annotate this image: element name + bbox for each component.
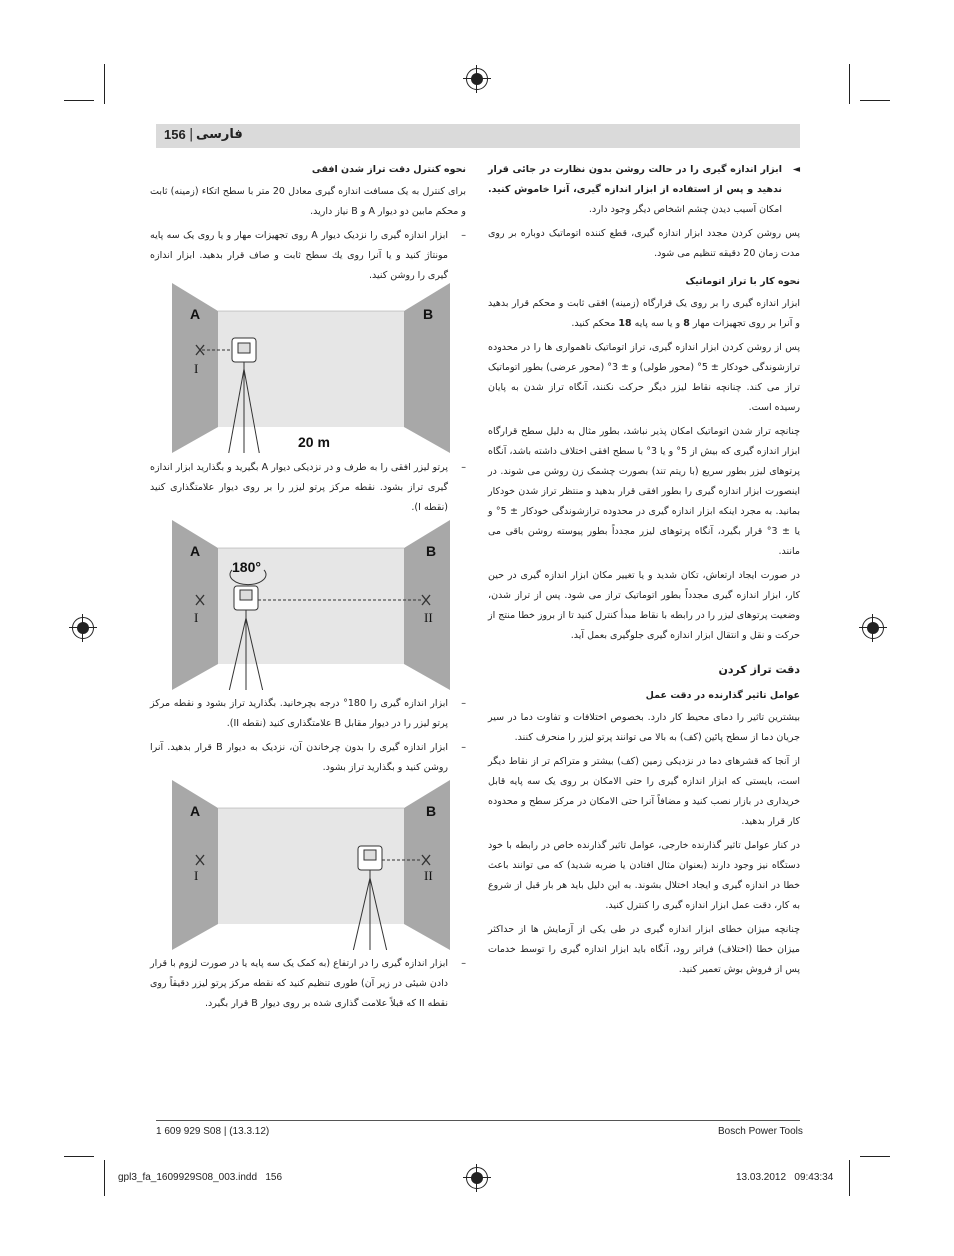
crop-mark bbox=[104, 1160, 105, 1196]
fig3-point-ii: II bbox=[424, 868, 433, 883]
fig2-wall-b: B bbox=[426, 543, 437, 559]
fig1-wall-a: A bbox=[190, 306, 201, 322]
fig1-distance: 20 m bbox=[298, 434, 330, 450]
footer-divider bbox=[156, 1120, 800, 1121]
brand-label: Bosch Power Tools bbox=[718, 1126, 803, 1137]
factors-paragraph-3: در کنار عوامل تاثیر گذارنده خارجی، عوامل تاثیر گذارنده خاص در رابطه با خود دستگاه نیز وجود دارند (بعنوان مثال افتادن یا ضربه شدید) که می توانند باعث خطا در اندازه گیری و ایجاد اختلال بشوند. به این دلیل باید هر بار قبل از شروع به کار، دقت عمل ابزار اندازه گیری را کنترل کنید. bbox=[488, 840, 800, 911]
print-date: 13.03.2012 09:43:34 bbox=[736, 1172, 834, 1183]
page-number: 156 bbox=[164, 127, 186, 142]
registration-mark-icon bbox=[862, 617, 884, 639]
warning-item bbox=[488, 160, 800, 220]
crop-mark bbox=[849, 64, 850, 104]
heading-auto-leveling: نحوه کار با تراز اتوماتیک bbox=[685, 276, 800, 287]
doc-number: 1 609 929 S08 | (13.3.12) bbox=[156, 1126, 270, 1137]
registration-mark-icon bbox=[466, 68, 488, 90]
heading-horizontal-check: نحوه کنترل دقت تراز شدن افقی bbox=[311, 164, 466, 175]
warning-bold: ابزار اندازه گیری را در حالت روشن بدون نظارت در جائی قرار ندهید و پس از استفاده از ابزار اندازه گیری، آنرا خاموش کنید. bbox=[488, 164, 782, 195]
auto-paragraph-3: چنانچه تراز شدن اتوماتیک امکان پذیر نباشد، بطور مثال به دلیل سطح قرارگاه ابزار اندازه گیری که بیش از 5° و یا 3° با سطح افقی اختلاف داشته باشد، آنگاه پرتوهای لیزر بطور سریع (با ریتم تند) بصورت چشمک زن روشن می شوند. در اینصورت ابزار اندازه گیری را بطور افقی قرار بدهید و منتظر تراز شدن خودکار بمانید. به مجرد اینکه ابزار اندازه گیری در محدوده ترازشوندگی خودکار ± 5° و یا ± 3° قرار بگیرد، آنگاه پرتوهای لیزر مجدداً بطور پیوسته روشن باقی می مانند. bbox=[488, 426, 800, 557]
step-4: – ابزار اندازه گیری را بدون چرخاندن آن، نزدیک به دیوار B قرار بدهید. آنرا روشن کنید و بگذارید تراز بشود. bbox=[150, 742, 466, 773]
heading-accuracy-factors: عوامل تاثیر گذارنده در دقت عمل bbox=[645, 690, 800, 701]
right-column bbox=[488, 160, 800, 984]
fig3-point-i: I bbox=[194, 868, 199, 883]
figure-3 bbox=[172, 780, 450, 950]
left-column-intro bbox=[150, 160, 466, 286]
registration-mark-icon bbox=[72, 617, 94, 639]
crop-mark bbox=[64, 100, 94, 101]
fig3-wall-b: B bbox=[426, 803, 437, 819]
figure-2 bbox=[172, 520, 450, 690]
language-title: فارسی bbox=[196, 127, 243, 142]
fig2-angle: 180° bbox=[232, 559, 261, 575]
left-column-step3-4 bbox=[150, 694, 466, 778]
check-intro: برای کنترل به یک مسافت اندازه گیری معادل 20 متر با سطح اتکاء (زمینه) ثابت و محکم مابین دو دیوار A و B نیاز دارید. bbox=[150, 186, 466, 217]
left-column-step2 bbox=[150, 458, 466, 518]
factors-paragraph-1: بیشترین تاثیر را دمای محیط کار دارد. بخصوص اختلافات و تفاوت دما در سیر جریان دما از سطح پائین (کف) به بالا می توانند پرتو لیزر را منحرف کنند. bbox=[488, 712, 800, 743]
fig1-point-i: I bbox=[194, 361, 199, 376]
restart-paragraph: پس روشن کردن مجدد ابزار اندازه گیری، قطع کننده اتوماتیک دوباره بر روی مدت زمان 20 دقیقه تنظیم می شود. bbox=[488, 228, 800, 259]
fig2-point-ii: II bbox=[424, 610, 433, 625]
page-header bbox=[156, 124, 800, 148]
warning-text: امکان آسیب دیدن چشم اشخاص دیگر وجود دارد. bbox=[588, 204, 782, 215]
auto-paragraph-1: ابزار اندازه گیری را بر روی یک قرارگاه (زمینه) افقی ثابت و محکم قرار بدهید و آنرا بر روی تجهیزات مهار 8 و یا سه پایه 18 محکم کنید. bbox=[488, 298, 800, 329]
factors-paragraph-2: از آنجا که قشرهای دما در نزدیکی زمین (کف) بیشتر و متراکم تر از نقاط دیگر است، بایستی که ابزار اندازه گیری را حتی الامکان بر روی یک سه پایه قابل خریداری در بازار نصب کنید و مضافاً آنرا حتی الامکان در مرکز سطح و محدوده کار قرار بدهید. bbox=[488, 756, 800, 827]
step-1: – ابزار اندازه گیری را نزدیک دیوار A روی تجهیزات مهار و یا روی یک سه پایه مونتاژ کنید و یا آنرا روی یك سطح ثابت و صاف قرار بدهید. ابزار اندازه گیری را روشن کنید. bbox=[150, 230, 466, 281]
auto-paragraph-4: در صورت ایجاد ارتعاش، تکان شدید و یا تغییر مکان ابزار اندازه گیری در حین کار، ابزار اندازه گیری مجدداً بطور اتوماتیک تراز می شود. پس از تراز شدن، وضعیت پرتوهای لیزر را در رابطه با نقاط مبدأ کنترل کنید تا از بروز خطا منتج از حرکت و نقل و انتقال ابزار اندازه گیری جلوگیری بعمل آید. bbox=[488, 570, 800, 641]
heading-leveling-accuracy: دقت تراز کردن bbox=[718, 663, 800, 676]
crop-mark bbox=[64, 1156, 94, 1157]
crop-mark bbox=[860, 100, 890, 101]
crop-mark bbox=[860, 1156, 890, 1157]
step-5: – ابزار اندازه گیری را در ارتفاع (به کمک یک سه پایه یا در صورت لزوم با قرار دادن شیئی در زیر آن) طوری تنظیم کنید که نقطه مرکز پرتو لیزر دقیقاً روی نقطه II که قبلاً علامت گذاری شده بر روی دیوار B قرار بگیرد. bbox=[150, 958, 466, 1009]
fig1-wall-b: B bbox=[423, 306, 434, 322]
factors-paragraph-4: چنانچه میزان خطای ابزار اندازه گیری در طی یکی از آزمایش ها از حداکثر میزان خطا (اختلاف) فراتر رود، آنگاه باید ابزار اندازه گیری را توسط خدمات پس از فروش بوش تعمیر کنید. bbox=[488, 924, 800, 975]
step-3: – ابزار اندازه گیری را 180° درجه بچرخانید. بگذارید تراز بشود و نقطه مرکز پرتو لیزر را در دیوار مقابل B علامتگذاری کنید (نقطه II). bbox=[150, 698, 466, 729]
arrow-bullet-icon: ◄ bbox=[792, 164, 800, 175]
crop-mark bbox=[104, 64, 105, 104]
file-name: gpl3_fa_1609929S08_003.indd 156 bbox=[118, 1172, 283, 1183]
fig3-wall-a: A bbox=[190, 803, 201, 819]
step-2: – پرتو لیزر افقی را به طرف و در نزدیکی دیوار A بگیرید و بگذارید ابزار اندازه گیری تراز بشود. نقطه مرکز پرتو لیزر را بر روی دیوار علامتگذاری کنید (نقطه I). bbox=[150, 462, 466, 513]
crop-mark bbox=[849, 1160, 850, 1196]
registration-mark-icon bbox=[466, 1167, 488, 1189]
left-column-step5 bbox=[150, 954, 466, 1014]
fig2-point-i: I bbox=[194, 610, 199, 625]
header-divider: | bbox=[189, 127, 194, 142]
figure-1 bbox=[172, 283, 450, 453]
fig2-wall-a: A bbox=[190, 543, 201, 559]
auto-paragraph-2: پس از روشن کردن ابزار اندازه گیری، تراز اتوماتیک ناهمواری ها را در محدوده ترازشوندگی خودکار ± 5° (محور طولی) و ± 3° (محور عرضی) بطور اتوماتیک تراز می کند. چنانچه نقاط لیزر دیگر حرکت نکنند، آنگاه تراز شدن به پایان رسیده است. bbox=[488, 342, 800, 413]
